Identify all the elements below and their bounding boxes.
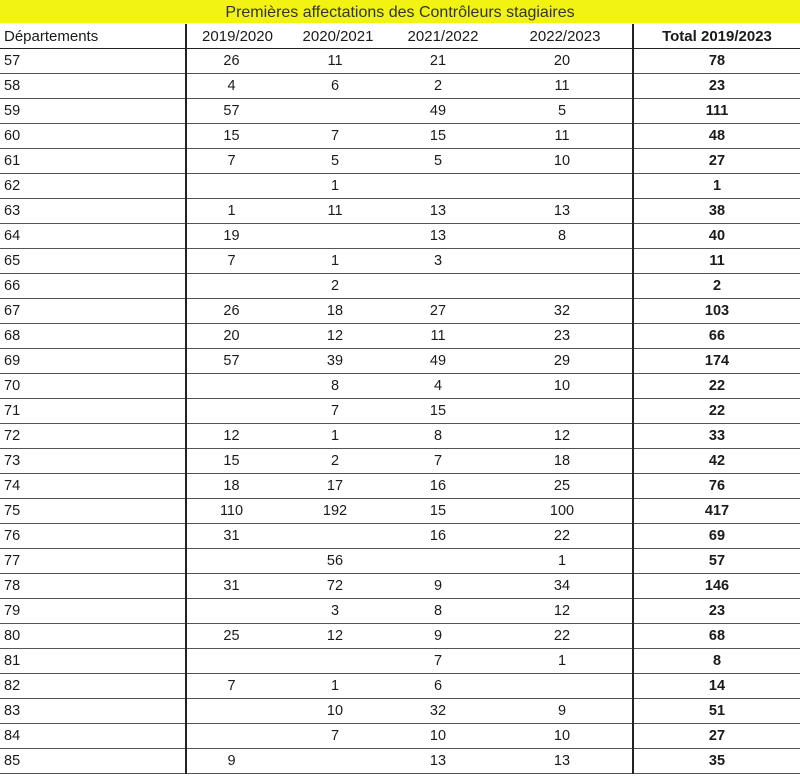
cell-departement: 76 — [0, 524, 186, 549]
table-row — [0, 549, 800, 574]
cell-2022-2023: 12 — [498, 424, 633, 449]
table-row — [0, 399, 800, 424]
cell-departement: 70 — [0, 374, 186, 399]
cell-2021-2022: 7 — [388, 449, 498, 474]
cell-2022-2023: 13 — [498, 199, 633, 224]
cell-2022-2023: 8 — [498, 224, 633, 249]
cell-departement: 68 — [0, 324, 186, 349]
header-2022-2023: 2022/2023 — [498, 24, 633, 49]
cell-2022-2023: 9 — [498, 699, 633, 724]
cell-departement: 85 — [0, 749, 186, 774]
cell-2019-2020 — [186, 724, 288, 749]
table-row — [0, 749, 800, 774]
cell-total: 76 — [633, 474, 800, 499]
cell-2019-2020: 15 — [186, 449, 288, 474]
cell-2020-2021: 39 — [288, 349, 388, 374]
cell-departement: 77 — [0, 549, 186, 574]
cell-total: 69 — [633, 524, 800, 549]
table-row — [0, 424, 800, 449]
table-row — [0, 599, 800, 624]
header-2019-2020: 2019/2020 — [186, 24, 288, 49]
cell-2021-2022: 21 — [388, 49, 498, 74]
cell-2019-2020: 4 — [186, 74, 288, 99]
cell-2021-2022: 10 — [388, 724, 498, 749]
cell-2019-2020: 26 — [186, 299, 288, 324]
table-row — [0, 274, 800, 299]
cell-2022-2023: 32 — [498, 299, 633, 324]
cell-2020-2021: 1 — [288, 674, 388, 699]
table-row — [0, 374, 800, 399]
cell-2021-2022: 5 — [388, 149, 498, 174]
cell-2021-2022 — [388, 274, 498, 299]
cell-departement: 75 — [0, 499, 186, 524]
cell-2020-2021: 6 — [288, 74, 388, 99]
cell-2020-2021: 10 — [288, 699, 388, 724]
header-total: Total 2019/2023 — [633, 24, 800, 49]
cell-2019-2020 — [186, 374, 288, 399]
cell-2020-2021: 11 — [288, 199, 388, 224]
cell-total: 35 — [633, 749, 800, 774]
cell-departement: 84 — [0, 724, 186, 749]
cell-departement: 78 — [0, 574, 186, 599]
cell-2020-2021: 1 — [288, 424, 388, 449]
cell-2022-2023: 100 — [498, 499, 633, 524]
cell-2020-2021: 12 — [288, 324, 388, 349]
cell-2020-2021: 1 — [288, 249, 388, 274]
cell-2022-2023: 34 — [498, 574, 633, 599]
cell-2020-2021: 18 — [288, 299, 388, 324]
cell-2022-2023: 29 — [498, 349, 633, 374]
cell-departement: 64 — [0, 224, 186, 249]
header-row — [0, 24, 800, 49]
cell-2022-2023: 13 — [498, 749, 633, 774]
cell-total: 11 — [633, 249, 800, 274]
cell-2019-2020 — [186, 699, 288, 724]
table-row — [0, 149, 800, 174]
cell-departement: 59 — [0, 99, 186, 124]
cell-2020-2021 — [288, 224, 388, 249]
cell-2020-2021: 3 — [288, 599, 388, 624]
table-row — [0, 649, 800, 674]
cell-2022-2023: 10 — [498, 724, 633, 749]
cell-2019-2020: 110 — [186, 499, 288, 524]
cell-2021-2022: 13 — [388, 224, 498, 249]
cell-2019-2020 — [186, 549, 288, 574]
cell-2021-2022: 9 — [388, 574, 498, 599]
cell-2020-2021: 7 — [288, 124, 388, 149]
cell-total: 23 — [633, 74, 800, 99]
cell-departement: 79 — [0, 599, 186, 624]
cell-2021-2022: 15 — [388, 124, 498, 149]
cell-departement: 63 — [0, 199, 186, 224]
table-row — [0, 349, 800, 374]
cell-2021-2022 — [388, 174, 498, 199]
cell-departement: 81 — [0, 649, 186, 674]
cell-total: 111 — [633, 99, 800, 124]
cell-total: 417 — [633, 499, 800, 524]
cell-total: 1 — [633, 174, 800, 199]
cell-2022-2023: 11 — [498, 124, 633, 149]
cell-departement: 74 — [0, 474, 186, 499]
cell-2020-2021 — [288, 649, 388, 674]
cell-2021-2022 — [388, 549, 498, 574]
table-title: Premières affectations des Contrôleurs stagiaires — [0, 0, 800, 23]
table-row — [0, 574, 800, 599]
cell-2019-2020: 1 — [186, 199, 288, 224]
table-row — [0, 624, 800, 649]
cell-2021-2022: 13 — [388, 749, 498, 774]
cell-total: 146 — [633, 574, 800, 599]
table-row — [0, 524, 800, 549]
cell-total: 42 — [633, 449, 800, 474]
cell-2019-2020: 57 — [186, 349, 288, 374]
cell-2021-2022: 27 — [388, 299, 498, 324]
cell-total: 174 — [633, 349, 800, 374]
cell-2021-2022: 2 — [388, 74, 498, 99]
cell-2021-2022: 4 — [388, 374, 498, 399]
cell-2021-2022: 49 — [388, 99, 498, 124]
cell-total: 8 — [633, 649, 800, 674]
cell-2019-2020: 7 — [186, 674, 288, 699]
cell-2019-2020: 57 — [186, 99, 288, 124]
cell-total: 27 — [633, 149, 800, 174]
cell-2022-2023: 5 — [498, 99, 633, 124]
cell-departement: 67 — [0, 299, 186, 324]
table-row — [0, 124, 800, 149]
cell-2021-2022: 16 — [388, 474, 498, 499]
cell-departement: 60 — [0, 124, 186, 149]
cell-2022-2023: 22 — [498, 524, 633, 549]
cell-2019-2020: 18 — [186, 474, 288, 499]
cell-2022-2023 — [498, 399, 633, 424]
cell-2019-2020: 12 — [186, 424, 288, 449]
cell-2019-2020 — [186, 649, 288, 674]
cell-2022-2023 — [498, 174, 633, 199]
table-row — [0, 724, 800, 749]
table-row — [0, 324, 800, 349]
cell-departement: 72 — [0, 424, 186, 449]
cell-2021-2022: 8 — [388, 599, 498, 624]
assignments-table — [0, 24, 800, 774]
cell-total: 68 — [633, 624, 800, 649]
cell-2021-2022: 16 — [388, 524, 498, 549]
cell-2020-2021 — [288, 749, 388, 774]
cell-departement: 66 — [0, 274, 186, 299]
cell-total: 22 — [633, 374, 800, 399]
cell-2019-2020: 19 — [186, 224, 288, 249]
cell-2021-2022: 49 — [388, 349, 498, 374]
cell-departement: 57 — [0, 49, 186, 74]
cell-2019-2020: 26 — [186, 49, 288, 74]
cell-departement: 83 — [0, 699, 186, 724]
cell-2021-2022: 8 — [388, 424, 498, 449]
cell-2022-2023: 1 — [498, 649, 633, 674]
cell-total: 103 — [633, 299, 800, 324]
cell-total: 33 — [633, 424, 800, 449]
cell-total: 78 — [633, 49, 800, 74]
table-row — [0, 49, 800, 74]
cell-departement: 73 — [0, 449, 186, 474]
cell-2019-2020 — [186, 399, 288, 424]
cell-2020-2021: 2 — [288, 274, 388, 299]
cell-2022-2023: 23 — [498, 324, 633, 349]
cell-2019-2020: 15 — [186, 124, 288, 149]
cell-2022-2023 — [498, 249, 633, 274]
table-row — [0, 499, 800, 524]
cell-2019-2020: 31 — [186, 524, 288, 549]
cell-2019-2020: 31 — [186, 574, 288, 599]
cell-2020-2021: 8 — [288, 374, 388, 399]
cell-2020-2021: 11 — [288, 49, 388, 74]
cell-departement: 69 — [0, 349, 186, 374]
cell-2022-2023: 20 — [498, 49, 633, 74]
cell-2022-2023: 10 — [498, 374, 633, 399]
cell-2019-2020: 9 — [186, 749, 288, 774]
cell-departement: 80 — [0, 624, 186, 649]
cell-2021-2022: 7 — [388, 649, 498, 674]
cell-2019-2020: 25 — [186, 624, 288, 649]
table-row — [0, 449, 800, 474]
cell-2019-2020: 7 — [186, 149, 288, 174]
cell-2021-2022: 32 — [388, 699, 498, 724]
cell-2021-2022: 6 — [388, 674, 498, 699]
table-row — [0, 699, 800, 724]
cell-total: 38 — [633, 199, 800, 224]
cell-total: 51 — [633, 699, 800, 724]
cell-total: 66 — [633, 324, 800, 349]
cell-2020-2021: 56 — [288, 549, 388, 574]
table-row — [0, 74, 800, 99]
cell-departement: 61 — [0, 149, 186, 174]
cell-2022-2023: 1 — [498, 549, 633, 574]
cell-2022-2023: 25 — [498, 474, 633, 499]
cell-2021-2022: 3 — [388, 249, 498, 274]
cell-2022-2023: 12 — [498, 599, 633, 624]
cell-2020-2021: 17 — [288, 474, 388, 499]
cell-departement: 58 — [0, 74, 186, 99]
cell-2020-2021 — [288, 99, 388, 124]
cell-2020-2021: 7 — [288, 724, 388, 749]
table-row — [0, 224, 800, 249]
cell-total: 48 — [633, 124, 800, 149]
table-row — [0, 474, 800, 499]
cell-total: 57 — [633, 549, 800, 574]
cell-2021-2022: 9 — [388, 624, 498, 649]
cell-2021-2022: 13 — [388, 199, 498, 224]
cell-2019-2020 — [186, 274, 288, 299]
cell-2020-2021: 7 — [288, 399, 388, 424]
cell-2021-2022: 15 — [388, 499, 498, 524]
cell-departement: 82 — [0, 674, 186, 699]
cell-total: 27 — [633, 724, 800, 749]
table-row — [0, 674, 800, 699]
cell-2020-2021: 5 — [288, 149, 388, 174]
cell-2020-2021 — [288, 524, 388, 549]
cell-departement: 62 — [0, 174, 186, 199]
cell-2022-2023 — [498, 274, 633, 299]
cell-2019-2020 — [186, 174, 288, 199]
header-2020-2021: 2020/2021 — [288, 24, 388, 49]
table-row — [0, 199, 800, 224]
table-row — [0, 174, 800, 199]
cell-departement: 65 — [0, 249, 186, 274]
cell-2019-2020: 20 — [186, 324, 288, 349]
cell-2022-2023: 11 — [498, 74, 633, 99]
table-row — [0, 299, 800, 324]
header-2021-2022: 2021/2022 — [388, 24, 498, 49]
cell-total: 40 — [633, 224, 800, 249]
cell-2022-2023 — [498, 674, 633, 699]
cell-departement: 71 — [0, 399, 186, 424]
table-row — [0, 249, 800, 274]
cell-2020-2021: 1 — [288, 174, 388, 199]
cell-2022-2023: 22 — [498, 624, 633, 649]
cell-2021-2022: 15 — [388, 399, 498, 424]
cell-2022-2023: 10 — [498, 149, 633, 174]
cell-2021-2022: 11 — [388, 324, 498, 349]
cell-2022-2023: 18 — [498, 449, 633, 474]
cell-total: 2 — [633, 274, 800, 299]
cell-total: 14 — [633, 674, 800, 699]
cell-total: 22 — [633, 399, 800, 424]
cell-2019-2020: 7 — [186, 249, 288, 274]
cell-2020-2021: 192 — [288, 499, 388, 524]
cell-2019-2020 — [186, 599, 288, 624]
cell-2020-2021: 2 — [288, 449, 388, 474]
cell-total: 23 — [633, 599, 800, 624]
cell-2020-2021: 72 — [288, 574, 388, 599]
table-row — [0, 99, 800, 124]
cell-2020-2021: 12 — [288, 624, 388, 649]
header-departements: Départements — [0, 24, 186, 49]
